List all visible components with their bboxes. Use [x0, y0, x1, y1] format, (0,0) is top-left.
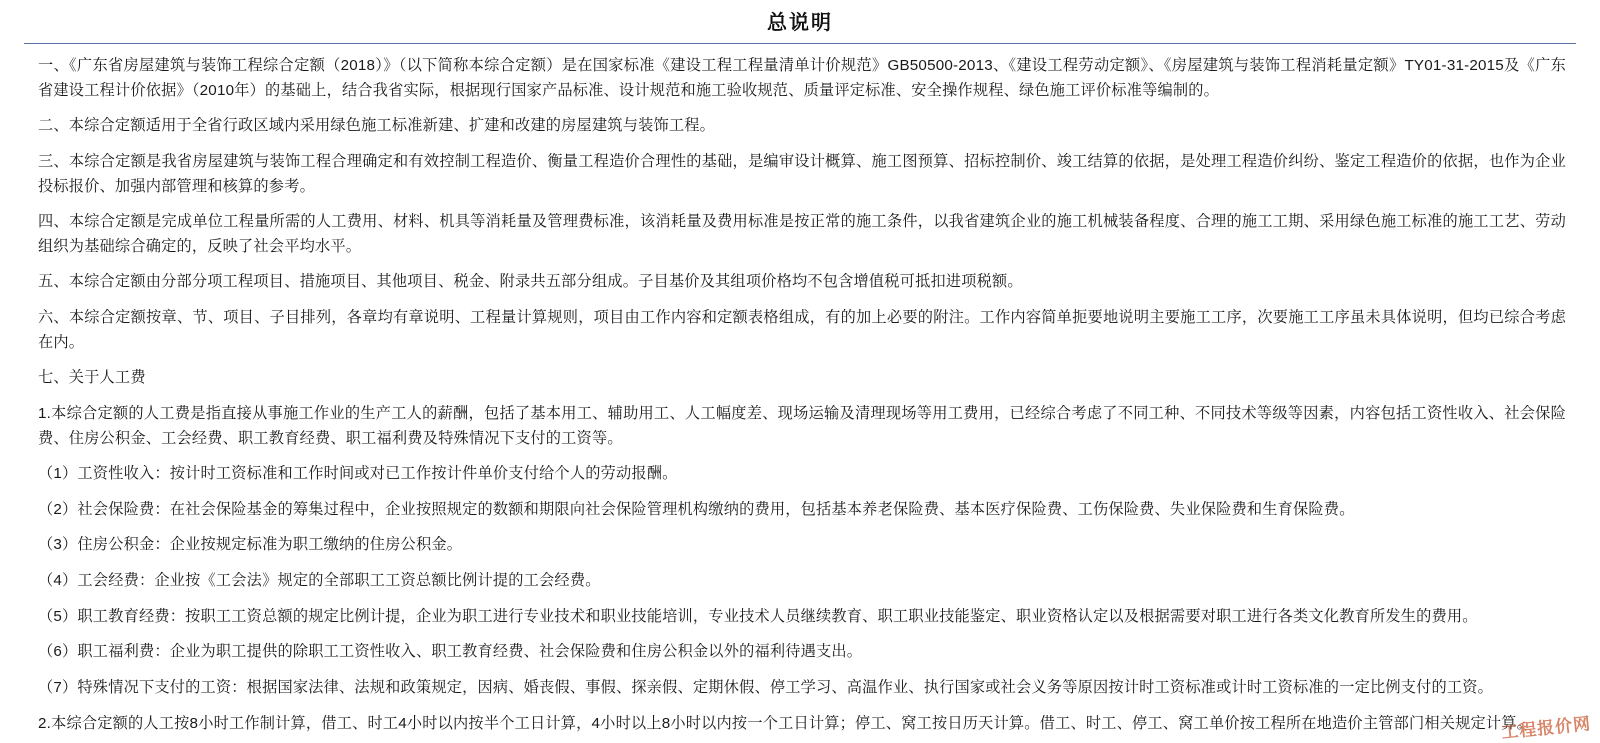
paragraph-7-1-item-3: （3）住房公积金：企业按规定标准为职工缴纳的住房公积金。 — [38, 536, 463, 554]
paragraph-7-1: 1.本综合定额的人工费是指直接从事施工作业的生产工人的薪酬，包括了基本用工、辅助用工、人工幅度差、现场运输及清理现场等用工费用，已经综合考虑了不同工种、不同技术等级等因素，内容包括工资性收入、社会保险费、住房公积金、工会经费、职工教育经费、职工福利费及特殊情况下支付的工资等。 — [38, 404, 1566, 447]
paragraph-4: 四、本综合定额是完成单位工程量所需的人工费用、材料、机具等消耗量及管理费标准，该消耗量及费用标准是按正常的施工条件，以我省建筑企业的施工机械装备程度、合理的施工工期、采用绿色施工标准的施工工艺、劳动组织为基础综合确定的，反映了社会平均水平。 — [38, 213, 1566, 255]
document-body — [24, 54, 1576, 736]
page-title: 总说明 — [767, 12, 833, 34]
paragraph-3: 三、本综合定额是我省房屋建筑与装饰工程合理确定和有效控制工程造价、衡量工程造价合理性的基础，是编审设计概算、施工图预算、招标控制价、竣工结算的依据，是处理工程造价纠纷、鉴定工程造价的依据，也作为企业投标报价、加强内部管理和核算的参考。 — [38, 152, 1566, 195]
paragraph-7-1-item-1: （1）工资性收入：按计时工资标准和工作时间或对已工作按计件单价支付给个人的劳动报酬。 — [38, 465, 678, 483]
paragraph-7-1-item-6: （6）职工福利费：企业为职工提供的除职工工资性收入、职工教育经费、社会保险费和住房公积金以外的福利待遇支出。 — [38, 643, 863, 661]
paragraph-7-1-item-7: （7）特殊情况下支付的工资：根据国家法律、法规和政策规定，因病、婚丧假、事假、探亲假、定期休假、停工学习、高温作业、执行国家或社会义务等原因按计时工资标准或计时工资标准的一定比例支付的工资。 — [38, 678, 1494, 696]
title-divider — [24, 43, 1576, 44]
paragraph-5: 五、本综合定额由分部分项工程项目、措施项目、其他项目、税金、附录共五部分组成。子目基价及其组项价格均不包含增值税可抵扣进项税额。 — [38, 273, 1023, 291]
paragraph-2: 二、本综合定额适用于全省行政区域内采用绿色施工标准新建、扩建和改建的房屋建筑与装饰工程。 — [38, 117, 716, 135]
paragraph-7-1-item-2: （2）社会保险费：在社会保险基金的筹集过程中，企业按照规定的数额和期限向社会保险管理机构缴纳的费用，包括基本养老保险费、基本医疗保险费、工伤保险费、失业保险费和生育保险费。 — [38, 500, 1355, 518]
paragraph-7-heading: 七、关于人工费 — [38, 369, 146, 387]
paragraph-7-1-item-5: （5）职工教育经费：按职工工资总额的规定比例计提，企业为职工进行专业技术和职业技能培训，专业技术人员继续教育、职工职业技能鉴定、职业资格认定以及根据需要对职工进行各类文化教育所发生的费用。 — [38, 607, 1478, 625]
paragraph-6: 六、本综合定额按章、节、项目、子目排列，各章均有章说明、工程量计算规则，项目由工作内容和定额表格组成，有的加上必要的附注。工作内容简单扼要地说明主要施工工序，次要施工工序虽未具体说明，但均已综合考虑在内。 — [38, 309, 1566, 351]
watermark: 工程报价网 — [1500, 714, 1592, 743]
paragraph-1: 一、《广东省房屋建筑与装饰工程综合定额（2018）》（以下简称本综合定额）是在国家标准《建设工程工程量清单计价规范》GB50500-2013、《建设工程劳动定额》、《房屋建筑与装饰工程消耗量定额》TY01-31-2015及《广东省建设工程计价依据》（2010年）的基础上，结合我省实际，根据现行国家产品标准、设计规范和施工验收规范、质量评定标准、安全操作规程、绿色施工评价标准等编制的。 — [38, 57, 1566, 99]
paragraph-7-1-item-4: （4）工会经费：企业按《工会法》规定的全部职工工资总额比例计提的工会经费。 — [38, 572, 601, 589]
paragraph-7-2: 2.本综合定额的人工按8小时工作制计算，借工、时工4小时以内按半个工日计算，4小时以上8小时以内按一个工日计算；停工、窝工按日历天计算。借工、时工、停工、窝工单价按工程所在地造价主管部门相关规定计算。 — [38, 714, 1533, 732]
